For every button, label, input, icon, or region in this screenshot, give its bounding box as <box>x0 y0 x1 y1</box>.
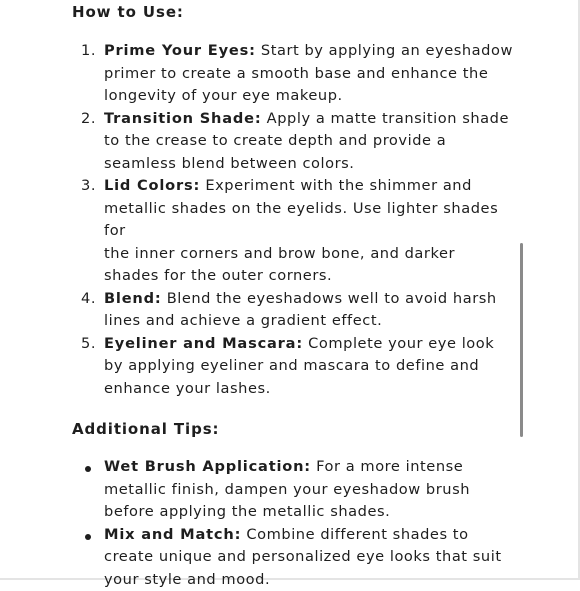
vertical-scrollbar[interactable] <box>520 243 523 437</box>
how-to-use-steps-list <box>72 40 522 400</box>
list-item <box>72 288 522 333</box>
step-term: Lid Colors: <box>104 177 200 194</box>
step-term: Transition Shade: <box>104 110 261 127</box>
step-term: Eyeliner and Mascara: <box>104 335 303 352</box>
list-item <box>72 175 522 288</box>
bullet-icon <box>85 534 91 540</box>
tip-text: For a more intense metallic finish, dampen your eyeshadow brush before applying the metallic shades. <box>104 458 470 520</box>
step-term: Blend: <box>104 290 162 307</box>
tip-term: Mix and Match: <box>104 526 241 543</box>
step-number: 1. <box>81 40 96 63</box>
step-text: Apply a matte transition shade to the crease to create depth and provide a seamless blend between colors. <box>104 110 509 172</box>
tip-term: Wet Brush Application: <box>104 458 311 475</box>
step-number: 3. <box>81 175 96 198</box>
step-text: Experiment with the shimmer and metallic shades on the eyelids. Use lighter shades for the inner corners and brow bone, and darker shades for the outer corners. <box>104 177 498 284</box>
instructions-content <box>72 1 522 591</box>
list-item <box>72 108 522 176</box>
additional-tips-heading: Additional Tips: <box>72 418 522 440</box>
step-number: 5. <box>81 333 96 356</box>
step-term: Prime Your Eyes: <box>104 42 256 59</box>
additional-tips-list <box>72 456 522 591</box>
step-text: Start by applying an eyeshadow primer to create a smooth base and enhance the longevity of your eye makeup. <box>104 42 513 104</box>
list-item <box>72 333 522 401</box>
step-text: Complete your eye look by applying eyeliner and mascara to define and enhance your lashes. <box>104 335 494 397</box>
tip-text: Combine different shades to create unique and personalized eye looks that suit your style and mood. <box>104 526 502 588</box>
step-text: Blend the eyeshadows well to avoid harsh lines and achieve a gradient effect. <box>104 290 497 330</box>
how-to-use-heading: How to Use: <box>72 1 522 23</box>
step-number: 2. <box>81 108 96 131</box>
list-item <box>72 40 522 108</box>
list-item <box>72 456 522 524</box>
step-number: 4. <box>81 288 96 311</box>
bullet-icon <box>85 466 91 472</box>
list-item <box>72 524 522 591</box>
